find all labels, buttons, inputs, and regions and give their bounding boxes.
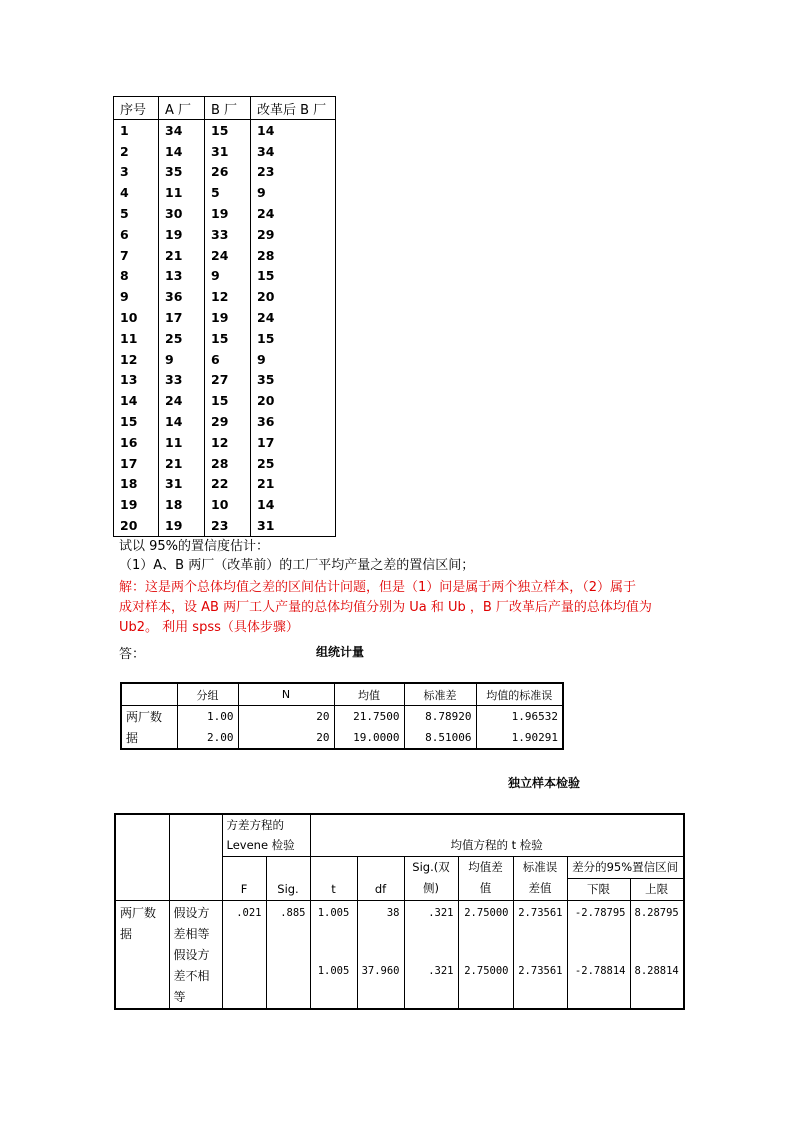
data-table-cell: 26 xyxy=(205,162,251,183)
data-table-cell: 12 xyxy=(205,432,251,453)
data-table-cell: 15 xyxy=(205,328,251,349)
assume-equal-line-2: 差相等 xyxy=(173,926,210,941)
data-table-row xyxy=(114,162,336,183)
data-table-cell: 5 xyxy=(114,203,159,224)
data-table-cell: 12 xyxy=(205,286,251,307)
data-table-cell: 33 xyxy=(205,224,251,245)
data-table-cell: 36 xyxy=(251,411,336,432)
question-line-2: （1）A、B 两厂（改革前）的工厂平均产量之差的置信区间； xyxy=(119,558,475,573)
data-table-cell: 15 xyxy=(205,390,251,411)
header-factory-b-reformed: 改革后 B 厂 xyxy=(251,97,336,120)
equal-mean-diff: 2.75000 xyxy=(458,900,513,945)
col-df: df xyxy=(357,856,404,900)
test-row-label xyxy=(115,900,169,1009)
data-table-row xyxy=(114,494,336,515)
data-table-cell: 31 xyxy=(159,474,205,495)
data-table-row xyxy=(114,245,336,266)
data-table-cell: 31 xyxy=(205,141,251,162)
data-table-cell: 20 xyxy=(251,390,336,411)
group-stats-row-2 xyxy=(121,727,563,749)
unequal-se-diff: 2.73561 xyxy=(513,945,567,1009)
data-table-cell: 16 xyxy=(114,432,159,453)
col-sig: Sig. xyxy=(266,856,310,900)
group-stats-row-label-1: 两厂数 xyxy=(126,710,163,724)
group-stats-cell: 20 xyxy=(238,706,334,728)
data-table-cell: 11 xyxy=(159,432,205,453)
data-table-cell: 28 xyxy=(205,453,251,474)
data-table-cell: 8 xyxy=(114,266,159,287)
data-table-cell: 19 xyxy=(159,515,205,536)
data-table-cell: 17 xyxy=(159,307,205,328)
data-table-cell: 11 xyxy=(114,328,159,349)
assume-equal-label xyxy=(169,900,222,945)
group-stats-cell: 8.51006 xyxy=(404,727,476,749)
data-table-cell: 9 xyxy=(159,349,205,370)
equal-t: 1.005 xyxy=(310,900,357,945)
group-stats-caption: 组统计量 xyxy=(316,645,365,659)
data-table-cell: 29 xyxy=(205,411,251,432)
unequal-t: 1.005 xyxy=(310,945,357,1009)
independent-test-table xyxy=(114,813,685,1010)
data-table-cell: 13 xyxy=(159,266,205,287)
col-sig-two-tailed xyxy=(404,856,458,900)
data-table-cell: 23 xyxy=(205,515,251,536)
unequal-mean-diff: 2.75000 xyxy=(458,945,513,1009)
data-table-row xyxy=(114,370,336,391)
header-factory-a: A 厂 xyxy=(159,97,205,120)
data-table-cell: 31 xyxy=(251,515,336,536)
data-table-cell: 21 xyxy=(159,453,205,474)
equal-sig: .885 xyxy=(266,900,310,945)
group-stats-cell: 2.00 xyxy=(177,727,238,749)
data-table-cell: 35 xyxy=(159,162,205,183)
data-table-cell: 33 xyxy=(159,370,205,391)
data-table-cell: 19 xyxy=(205,307,251,328)
group-stats-header-mean: 均值 xyxy=(334,683,404,706)
data-table-cell: 36 xyxy=(159,286,205,307)
data-table-cell: 3 xyxy=(114,162,159,183)
data-table-row xyxy=(114,328,336,349)
ci-header: 差分的95%置信区间 xyxy=(567,856,684,878)
ttest-header: 均值方程的 t 检验 xyxy=(310,814,684,856)
group-stats-cell: 20 xyxy=(238,727,334,749)
data-table-row xyxy=(114,453,336,474)
data-table-cell: 12 xyxy=(114,349,159,370)
data-table-cell: 21 xyxy=(159,245,205,266)
col-mean-diff-line-2: 值 xyxy=(479,881,492,895)
group-stats-cell: 1.00 xyxy=(177,706,238,728)
data-table-cell: 2 xyxy=(114,141,159,162)
data-table-cell: 9 xyxy=(251,182,336,203)
data-table-cell: 24 xyxy=(251,307,336,328)
assume-unequal-line-1: 假设方 xyxy=(173,947,210,962)
data-table-cell: 19 xyxy=(114,494,159,515)
data-table-cell: 5 xyxy=(205,182,251,203)
data-table-cell: 24 xyxy=(159,390,205,411)
data-table-cell: 19 xyxy=(159,224,205,245)
data-table-cell: 9 xyxy=(251,349,336,370)
independent-test-caption: 独立样本检验 xyxy=(508,776,581,790)
data-table-cell: 14 xyxy=(251,120,336,141)
group-stats-header-row xyxy=(121,683,563,706)
equal-f: .021 xyxy=(222,900,266,945)
levene-header-line-1: 方差方程的 xyxy=(226,818,284,833)
data-table-cell: 25 xyxy=(159,328,205,349)
data-table-cell: 13 xyxy=(114,370,159,391)
data-table-row xyxy=(114,266,336,287)
col-mean-diff xyxy=(458,856,513,900)
group-stats-row-label-2: 据 xyxy=(126,731,139,745)
group-stats-table xyxy=(120,682,564,750)
col-se-diff-line-2: 差值 xyxy=(528,881,552,895)
data-table-cell: 15 xyxy=(251,328,336,349)
equal-lower: -2.78795 xyxy=(567,900,630,945)
data-table-row xyxy=(114,141,336,162)
header-index: 序号 xyxy=(114,97,159,120)
data-table-cell: 35 xyxy=(251,370,336,391)
data-table-cell: 14 xyxy=(159,141,205,162)
unequal-upper: 8.28814 xyxy=(630,945,684,1009)
data-table-cell: 28 xyxy=(251,245,336,266)
data-table-cell: 14 xyxy=(114,390,159,411)
answer-label: 答： xyxy=(119,647,146,662)
group-stats-header-group: 分组 xyxy=(177,683,238,706)
equal-upper: 8.28795 xyxy=(630,900,684,945)
group-stats-cell: 1.90291 xyxy=(476,727,563,749)
unequal-f-empty xyxy=(222,945,266,1009)
data-table-row xyxy=(114,515,336,536)
data-table-row xyxy=(114,120,336,141)
data-table-row xyxy=(114,224,336,245)
data-table-cell: 4 xyxy=(114,182,159,203)
test-row-label-line-1: 两厂数 xyxy=(120,905,157,920)
group-stats-cell: 8.78920 xyxy=(404,706,476,728)
test-row-unequal-variance xyxy=(115,945,684,1009)
data-table-cell: 29 xyxy=(251,224,336,245)
data-table-cell: 10 xyxy=(205,494,251,515)
col-f: F xyxy=(222,856,266,900)
group-stats-cell: 1.96532 xyxy=(476,706,563,728)
group-stats-row-1 xyxy=(121,706,563,728)
question-line-1: 试以 95%的置信度估计： xyxy=(119,539,270,554)
assume-equal-line-1: 假设方 xyxy=(173,905,210,920)
test-header-blank-1 xyxy=(115,814,169,900)
assume-unequal-line-3: 等 xyxy=(173,989,186,1004)
data-table-row xyxy=(114,203,336,224)
data-table-cell: 17 xyxy=(114,453,159,474)
data-table-cell: 34 xyxy=(251,141,336,162)
data-table-row xyxy=(114,307,336,328)
data-table-cell: 15 xyxy=(205,120,251,141)
data-table-cell: 9 xyxy=(114,286,159,307)
data-table-cell: 23 xyxy=(251,162,336,183)
data-table-cell: 27 xyxy=(205,370,251,391)
solution-line-1: 解：这是两个总体均值之差的区间估计问题，但是（1）问是属于两个独立样本，（2）属于 xyxy=(119,580,637,595)
col-sig-two-tailed-line-2: 侧) xyxy=(423,881,439,895)
data-table-cell: 24 xyxy=(205,245,251,266)
data-table-cell: 22 xyxy=(205,474,251,495)
unequal-df: 37.960 xyxy=(357,945,404,1009)
data-table-cell: 19 xyxy=(205,203,251,224)
data-table-cell: 20 xyxy=(251,286,336,307)
col-t: t xyxy=(310,856,357,900)
data-table-cell: 30 xyxy=(159,203,205,224)
group-stats-cell: 21.7500 xyxy=(334,706,404,728)
test-row-label-line-2: 据 xyxy=(120,926,133,941)
col-se-diff-line-1: 标准误 xyxy=(522,860,558,874)
group-stats-cell: 19.0000 xyxy=(334,727,404,749)
data-table-cell: 34 xyxy=(159,120,205,141)
col-se-diff xyxy=(513,856,567,900)
data-table-row xyxy=(114,349,336,370)
unequal-sig2: .321 xyxy=(404,945,458,1009)
data-table-cell: 20 xyxy=(114,515,159,536)
data-table-cell: 15 xyxy=(114,411,159,432)
header-factory-b: B 厂 xyxy=(205,97,251,120)
equal-se-diff: 2.73561 xyxy=(513,900,567,945)
group-stats-header-n: N xyxy=(238,683,334,706)
data-table-cell: 14 xyxy=(251,494,336,515)
data-table-cell: 10 xyxy=(114,307,159,328)
levene-header-line-2: Levene 检验 xyxy=(226,838,295,853)
group-stats-header-se: 均值的标准误 xyxy=(476,683,563,706)
data-table-row xyxy=(114,411,336,432)
data-table-row xyxy=(114,432,336,453)
col-lower: 下限 xyxy=(567,878,630,900)
group-stats-header-empty xyxy=(121,683,177,706)
data-table-row xyxy=(114,474,336,495)
data-table-cell: 18 xyxy=(114,474,159,495)
data-table-body xyxy=(114,120,336,537)
data-table-header-row xyxy=(114,97,336,120)
assume-unequal-label xyxy=(169,945,222,1009)
test-header-row-1 xyxy=(115,814,684,856)
test-row-equal-variance xyxy=(115,900,684,945)
data-table xyxy=(113,96,336,537)
solution-line-2: 成对样本，设 AB 两厂工人产量的总体均值分别为 Ua 和 Ub ，B 厂改革后产量的总体均值为 xyxy=(119,600,652,615)
equal-df: 38 xyxy=(357,900,404,945)
levene-header xyxy=(222,814,310,856)
data-table-cell: 15 xyxy=(251,266,336,287)
unequal-lower: -2.78814 xyxy=(567,945,630,1009)
test-header-blank-2 xyxy=(169,814,222,900)
col-mean-diff-line-1: 均值差 xyxy=(468,860,503,874)
assume-unequal-line-2: 差不相 xyxy=(173,968,210,983)
data-table-cell: 6 xyxy=(205,349,251,370)
data-table-cell: 14 xyxy=(159,411,205,432)
group-stats-header-sd: 标准差 xyxy=(404,683,476,706)
data-table-row xyxy=(114,390,336,411)
solution-line-3: Ub2。 利用 spss（具体步骤） xyxy=(119,620,299,635)
data-table-row xyxy=(114,182,336,203)
equal-sig2: .321 xyxy=(404,900,458,945)
data-table-cell: 17 xyxy=(251,432,336,453)
data-table-cell: 11 xyxy=(159,182,205,203)
col-sig-two-tailed-line-1: Sig.(双 xyxy=(412,860,450,874)
data-table-cell: 7 xyxy=(114,245,159,266)
data-table-cell: 1 xyxy=(114,120,159,141)
data-table-cell: 24 xyxy=(251,203,336,224)
data-table-row xyxy=(114,286,336,307)
col-upper: 上限 xyxy=(630,878,684,900)
data-table-cell: 21 xyxy=(251,474,336,495)
data-table-cell: 18 xyxy=(159,494,205,515)
unequal-sig-empty xyxy=(266,945,310,1009)
data-table-cell: 9 xyxy=(205,266,251,287)
data-table-cell: 6 xyxy=(114,224,159,245)
data-table-cell: 25 xyxy=(251,453,336,474)
